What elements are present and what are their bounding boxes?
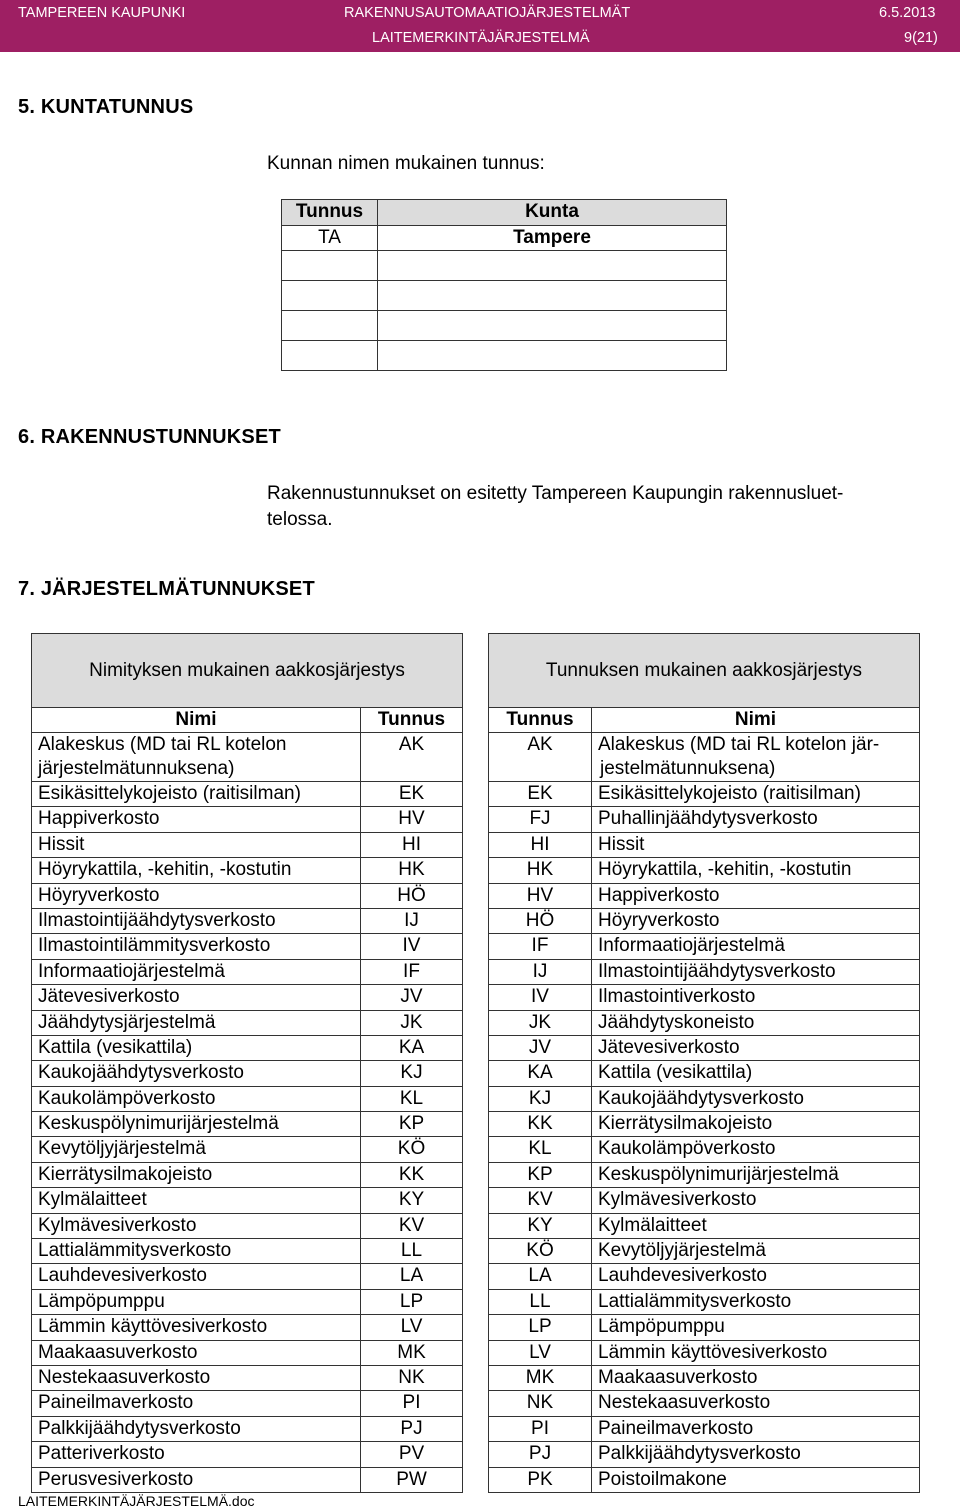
table-row: [32, 1416, 920, 1441]
table-row: [32, 858, 920, 883]
table-row: [32, 832, 920, 857]
table-row: [32, 1162, 920, 1187]
left-system-code: KY: [361, 1188, 463, 1213]
right-system-name: Happiverkosto: [592, 883, 920, 908]
right-system-code: NK: [489, 1391, 592, 1416]
left-system-name: Kylmävesiverkosto: [32, 1213, 361, 1238]
right-system-code: KL: [489, 1137, 592, 1162]
right-system-name: Lämpöpumppu: [592, 1315, 920, 1340]
right-system-code: LL: [489, 1289, 592, 1314]
right-system-name: Kaukojäähdytysverkosto: [592, 1086, 920, 1111]
left-system-code: KP: [361, 1112, 463, 1137]
right-order-title: Tunnuksen mukainen aakkosjärjestys: [489, 634, 920, 708]
right-system-code: KA: [489, 1061, 592, 1086]
header-page-number: 9(21): [904, 30, 938, 46]
left-system-name: Paineilmaverkosto: [32, 1391, 361, 1416]
table-row: [32, 985, 920, 1010]
left-system-name: Hissit: [32, 832, 361, 857]
right-column-header-name: Nimi: [592, 708, 920, 733]
column-header-tunnus: Tunnus: [282, 200, 378, 226]
left-system-name: Happiverkosto: [32, 807, 361, 832]
right-system-code: KÖ: [489, 1239, 592, 1264]
left-system-code: LV: [361, 1315, 463, 1340]
left-column-header-code: Tunnus: [361, 708, 463, 733]
left-system-code: HI: [361, 832, 463, 857]
left-system-code: HV: [361, 807, 463, 832]
right-system-name: Lattialämmitysverkosto: [592, 1289, 920, 1314]
right-system-code: HÖ: [489, 908, 592, 933]
table-row: [32, 1137, 920, 1162]
table-row: [32, 1112, 920, 1137]
table-row: [32, 1467, 920, 1492]
left-system-code: LA: [361, 1264, 463, 1289]
table-row: [32, 1365, 920, 1390]
right-system-name: Informaatiojärjestelmä: [592, 934, 920, 959]
left-system-name: Lattialämmitysverkosto: [32, 1239, 361, 1264]
table-row: [282, 225, 727, 251]
right-system-code: FJ: [489, 807, 592, 832]
header-organization: TAMPEREEN KAUPUNKI: [18, 5, 186, 21]
right-system-code: KK: [489, 1112, 592, 1137]
right-system-code: KV: [489, 1188, 592, 1213]
right-system-name: Paineilmaverkosto: [592, 1416, 920, 1441]
right-system-code: LP: [489, 1315, 592, 1340]
right-system-code: IJ: [489, 959, 592, 984]
left-system-name: Alakeskus (MD tai RL kotelon järjestelmätunnuksena): [32, 733, 361, 782]
right-system-name: Poistoilmakone: [592, 1467, 920, 1492]
right-system-name: Ilmastointijäähdytysverkosto: [592, 959, 920, 984]
table-row: [32, 908, 920, 933]
left-system-code: PV: [361, 1442, 463, 1467]
left-system-name: Nestekaasuverkosto: [32, 1365, 361, 1390]
left-system-name: Patteriverkosto: [32, 1442, 361, 1467]
right-system-code: AK: [489, 733, 592, 782]
right-system-code: PI: [489, 1416, 592, 1441]
right-system-code: PK: [489, 1467, 592, 1492]
section-6-heading: 6. RAKENNUSTUNNUKSET: [18, 426, 281, 448]
left-system-code: IF: [361, 959, 463, 984]
table-row: [32, 782, 920, 807]
right-system-code: KP: [489, 1162, 592, 1187]
left-system-code: IJ: [361, 908, 463, 933]
table-row-empty: [282, 281, 727, 311]
section-5-heading: 5. KUNTATUNNUS: [18, 96, 194, 118]
right-system-name: Puhallinjäähdytysverkosto: [592, 807, 920, 832]
right-system-name: Jätevesiverkosto: [592, 1035, 920, 1060]
right-system-name: Maakaasuverkosto: [592, 1365, 920, 1390]
left-system-code: EK: [361, 782, 463, 807]
left-system-code: JK: [361, 1010, 463, 1035]
left-system-name: Jätevesiverkosto: [32, 985, 361, 1010]
right-system-name: Lämmin käyttövesiverkosto: [592, 1340, 920, 1365]
left-system-code: PJ: [361, 1416, 463, 1441]
table-row: [32, 1315, 920, 1340]
left-system-name: Lauhdevesiverkosto: [32, 1264, 361, 1289]
right-system-code: KJ: [489, 1086, 592, 1111]
left-system-code: PW: [361, 1467, 463, 1492]
left-system-name: Ilmastointilämmitysverkosto: [32, 934, 361, 959]
section-6-text-line-1: Rakennustunnukset on esitetty Tampereen Kaupungin rakennusluet-: [267, 483, 844, 504]
left-system-code: KK: [361, 1162, 463, 1187]
table-row: [32, 1442, 920, 1467]
left-system-name: Informaatiojärjestelmä: [32, 959, 361, 984]
municipality-name: Tampere: [378, 225, 727, 251]
right-system-code: KY: [489, 1213, 592, 1238]
right-system-name: Keskuspölynimurijärjestelmä: [592, 1162, 920, 1187]
left-column-header-name: Nimi: [32, 708, 361, 733]
municipality-code-table: [281, 199, 727, 371]
left-system-name: Keskuspölynimurijärjestelmä: [32, 1112, 361, 1137]
left-system-code: IV: [361, 934, 463, 959]
right-system-code: LA: [489, 1264, 592, 1289]
table-row: [32, 1264, 920, 1289]
right-system-name: Kylmävesiverkosto: [592, 1188, 920, 1213]
table-row: [32, 959, 920, 984]
right-system-name: Kierrätysilmakojeisto: [592, 1112, 920, 1137]
table-row-empty: [282, 341, 727, 371]
header-date: 6.5.2013: [879, 5, 936, 21]
left-system-name: Höyrykattila, -kehitin, -kostutin: [32, 858, 361, 883]
table-row: [32, 1188, 920, 1213]
left-system-name: Kattila (vesikattila): [32, 1035, 361, 1060]
table-row: [32, 807, 920, 832]
right-system-name: Kattila (vesikattila): [592, 1061, 920, 1086]
header-document: LAITEMERKINTÄJÄRJESTELMÄ: [372, 30, 590, 46]
column-header-kunta: Kunta: [378, 200, 727, 226]
table-row: [32, 1086, 920, 1111]
right-system-name: Palkkijäähdytysverkosto: [592, 1442, 920, 1467]
left-system-name: Kevytöljyjärjestelmä: [32, 1137, 361, 1162]
footer-filename: LAITEMERKINTÄJÄRJESTELMÄ.doc: [18, 1493, 255, 1509]
left-system-name: Ilmastointijäähdytysverkosto: [32, 908, 361, 933]
right-system-name: Lauhdevesiverkosto: [592, 1264, 920, 1289]
left-system-code: KÖ: [361, 1137, 463, 1162]
right-system-name: Höyryverkosto: [592, 908, 920, 933]
table-row: [32, 934, 920, 959]
table-row: [32, 1061, 920, 1086]
left-system-code: HK: [361, 858, 463, 883]
table-row: [32, 1213, 920, 1238]
left-system-name: Esikäsittelykojeisto (raitisilman): [32, 782, 361, 807]
right-system-name: Kylmälaitteet: [592, 1213, 920, 1238]
right-system-name: Kaukolämpöverkosto: [592, 1137, 920, 1162]
header-title: RAKENNUSAUTOMAATIOJÄRJESTELMÄT: [344, 5, 631, 21]
municipality-code: TA: [282, 225, 378, 251]
left-system-code: KL: [361, 1086, 463, 1111]
left-system-code: KV: [361, 1213, 463, 1238]
left-system-code: AK: [361, 733, 463, 782]
right-system-code: MK: [489, 1365, 592, 1390]
table-row: [32, 733, 920, 782]
table-row-empty: [282, 251, 727, 281]
left-system-code: KA: [361, 1035, 463, 1060]
left-system-name: Palkkijäähdytysverkosto: [32, 1416, 361, 1441]
left-system-code: JV: [361, 985, 463, 1010]
right-column-header-code: Tunnus: [489, 708, 592, 733]
left-system-name: Kylmälaitteet: [32, 1188, 361, 1213]
left-system-name: Jäähdytysjärjestelmä: [32, 1010, 361, 1035]
right-system-code: HI: [489, 832, 592, 857]
left-system-name: Kaukolämpöverkosto: [32, 1086, 361, 1111]
table-row: [32, 1035, 920, 1060]
right-system-code: HV: [489, 883, 592, 908]
right-system-name: Hissit: [592, 832, 920, 857]
system-code-table: [31, 633, 920, 1493]
table-row: [32, 883, 920, 908]
left-system-name: Lämmin käyttövesiverkosto: [32, 1315, 361, 1340]
left-system-code: NK: [361, 1365, 463, 1390]
left-system-code: HÖ: [361, 883, 463, 908]
column-header-row: [32, 708, 920, 733]
left-system-name: Lämpöpumppu: [32, 1289, 361, 1314]
section-7-heading: 7. JÄRJESTELMÄTUNNUKSET: [18, 578, 315, 600]
table-row-empty: [282, 311, 727, 341]
table-row: [32, 1010, 920, 1035]
right-system-code: HK: [489, 858, 592, 883]
left-system-name: Höyryverkosto: [32, 883, 361, 908]
right-system-name: Nestekaasuverkosto: [592, 1391, 920, 1416]
left-system-code: LL: [361, 1239, 463, 1264]
page-header: [0, 0, 960, 52]
right-system-name: Esikäsittelykojeisto (raitisilman): [592, 782, 920, 807]
table-title-row: [32, 634, 920, 708]
table-row: [32, 1340, 920, 1365]
left-system-name: Maakaasuverkosto: [32, 1340, 361, 1365]
table-row: [32, 1391, 920, 1416]
table-header-row: [282, 200, 727, 226]
right-system-code: IF: [489, 934, 592, 959]
right-system-code: PJ: [489, 1442, 592, 1467]
left-system-code: PI: [361, 1391, 463, 1416]
right-system-code: IV: [489, 985, 592, 1010]
section-6-text-line-2: telossa.: [267, 509, 333, 530]
right-system-code: JV: [489, 1035, 592, 1060]
right-system-name: Höyrykattila, -kehitin, -kostutin: [592, 858, 920, 883]
right-system-name: Alakeskus (MD tai RL kotelon jär- jestelmätunnuksena): [592, 733, 920, 782]
left-order-title: Nimityksen mukainen aakkosjärjestys: [32, 634, 463, 708]
table-row: [32, 1239, 920, 1264]
table-row: [32, 1289, 920, 1314]
right-system-name: Kevytöljyjärjestelmä: [592, 1239, 920, 1264]
left-system-code: MK: [361, 1340, 463, 1365]
right-system-code: JK: [489, 1010, 592, 1035]
right-system-code: LV: [489, 1340, 592, 1365]
right-system-name: Jäähdytyskoneisto: [592, 1010, 920, 1035]
left-system-name: Kierrätysilmakojeisto: [32, 1162, 361, 1187]
left-system-code: KJ: [361, 1061, 463, 1086]
system-rows: [32, 782, 920, 1493]
left-system-name: Perusvesiverkosto: [32, 1467, 361, 1492]
right-system-code: EK: [489, 782, 592, 807]
right-system-name: Ilmastointiverkosto: [592, 985, 920, 1010]
left-system-name: Kaukojäähdytysverkosto: [32, 1061, 361, 1086]
left-system-code: LP: [361, 1289, 463, 1314]
section-5-intro: Kunnan nimen mukainen tunnus:: [267, 153, 545, 174]
